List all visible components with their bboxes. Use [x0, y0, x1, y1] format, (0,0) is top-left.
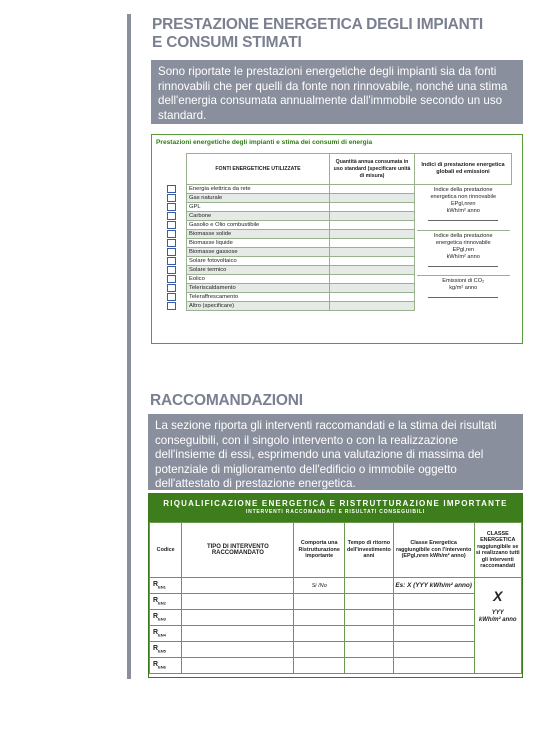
- energy-table-title: Prestazioni energetiche degli impianti e stima dei consumi di energia: [156, 139, 373, 146]
- col-sources-header: FONTI ENERGETICHE UTILIZZATE: [187, 154, 330, 185]
- source-checkbox[interactable]: [167, 266, 176, 274]
- quantity-cell[interactable]: [330, 212, 415, 221]
- source-checkbox[interactable]: [167, 284, 176, 292]
- quantity-cell[interactable]: [330, 194, 415, 203]
- result-cell: [474, 578, 522, 674]
- section-title-recommendations: RACCOMANDAZIONI: [150, 392, 303, 409]
- class-cell[interactable]: [393, 610, 474, 626]
- source-checkbox[interactable]: [167, 203, 176, 211]
- co2-cell: [415, 275, 512, 311]
- index-ren-unit: kWh/m² anno: [446, 253, 480, 260]
- quantity-cell[interactable]: [330, 221, 415, 230]
- source-label: Energia elettrica da rete: [187, 185, 330, 194]
- renovation-cell[interactable]: [294, 594, 345, 610]
- left-margin-rule: [127, 14, 131, 679]
- quantity-cell[interactable]: [330, 302, 415, 311]
- source-checkbox[interactable]: [167, 293, 176, 301]
- quantity-cell[interactable]: [330, 203, 415, 212]
- source-label: Solare termico: [187, 266, 330, 275]
- source-checkbox[interactable]: [167, 230, 176, 238]
- payback-cell[interactable]: [344, 658, 393, 674]
- quantity-cell[interactable]: [330, 275, 415, 284]
- recommendations-table: [148, 493, 523, 678]
- payback-cell[interactable]: [344, 594, 393, 610]
- result-unit: kWh/m² anno: [478, 617, 517, 623]
- energy-consumption-table: [151, 134, 523, 344]
- source-label: Solare fotovoltaico: [187, 257, 330, 266]
- source-label: Eolico: [187, 275, 330, 284]
- recommendations-subheading: INTERVENTI RACCOMANDATI E RISULTATI CONSEGUIBILI: [245, 509, 426, 515]
- type-cell[interactable]: [182, 594, 294, 610]
- co2-input-line[interactable]: [428, 294, 498, 298]
- source-checkbox[interactable]: [167, 185, 176, 193]
- payback-cell[interactable]: [344, 642, 393, 658]
- index-nren-symbol: EPgl,nren: [450, 201, 476, 207]
- class-cell[interactable]: [393, 594, 474, 610]
- co2-unit: kg/m² anno: [449, 284, 478, 291]
- quantity-cell[interactable]: [330, 239, 415, 248]
- source-checkbox[interactable]: [167, 257, 176, 265]
- payback-cell[interactable]: [344, 578, 393, 594]
- type-cell[interactable]: [182, 610, 294, 626]
- source-checkbox[interactable]: [167, 275, 176, 283]
- renovation-cell[interactable]: [294, 610, 345, 626]
- source-label: Gasolio e Olio combustibile: [187, 221, 330, 230]
- index-ren-cell: [415, 230, 512, 275]
- index-ren-input-line[interactable]: [428, 263, 498, 267]
- type-cell[interactable]: [182, 658, 294, 674]
- quantity-cell[interactable]: [330, 266, 415, 275]
- payback-cell[interactable]: [344, 626, 393, 642]
- index-ren-label: Indice della prestazione energetica rinnovabile: [433, 232, 493, 246]
- quantity-cell[interactable]: [330, 185, 415, 194]
- code-cell: $R_{EN1}$: [150, 578, 182, 594]
- quantity-cell[interactable]: [330, 257, 415, 266]
- col-type-header: TIPO DI INTERVENTO RACCOMANDATO: [182, 523, 294, 578]
- col-payback-header: Tempo di ritorno dell'investimento anni: [344, 523, 393, 578]
- code-cell: $R_{EN6}$: [150, 658, 182, 674]
- col-quantity-header: Quantità annua consumata in uso standard (specificare unità di misura): [330, 154, 415, 185]
- source-label: Carbone: [187, 212, 330, 221]
- renovation-cell[interactable]: [294, 642, 345, 658]
- source-checkbox[interactable]: [167, 194, 176, 202]
- index-nren-unit: kWh/m² anno: [446, 208, 480, 214]
- code-cell: $R_{EN2}$: [150, 594, 182, 610]
- source-label: Teleriscaldamento: [187, 284, 330, 293]
- col-result-header: CLASSE ENERGETICA raggiungibile se si realizzano tutti gli interventi raccomandati: [474, 523, 522, 578]
- index-nren-cell: [415, 185, 512, 230]
- source-checkbox[interactable]: [167, 221, 176, 229]
- index-ren-symbol: EPgl,ren: [452, 246, 474, 253]
- renovation-cell[interactable]: [294, 626, 345, 642]
- performance-intro-box: Sono riportate le prestazioni energetiche degli impianti sia da fonti rinnovabili che per quelli da fonte non rinnovabile, nonché una stima dell'energia consumata annualmente dall'immobile secondo un uso standard.: [151, 60, 523, 124]
- co2-label: Emissioni di CO₂: [442, 277, 485, 284]
- quantity-cell[interactable]: [330, 230, 415, 239]
- class-cell[interactable]: [393, 642, 474, 658]
- source-label: Biomasse gassose: [187, 248, 330, 257]
- recommendations-heading: RIQUALIFICAZIONE ENERGETICA E RISTRUTTURAZIONE IMPORTANTE: [163, 499, 508, 508]
- class-cell[interactable]: Es: X (YYY kWh/m² anno): [393, 578, 474, 594]
- renovation-cell[interactable]: Si /No: [294, 578, 345, 594]
- energy-sources-grid: [156, 153, 512, 311]
- result-class: X: [493, 588, 503, 604]
- index-nren-label: Indice della prestazione energetica non rinnovabile: [430, 187, 497, 200]
- type-cell[interactable]: [182, 578, 294, 594]
- class-cell[interactable]: [393, 658, 474, 674]
- index-nren-input-line[interactable]: [428, 217, 498, 221]
- source-checkbox[interactable]: [167, 212, 176, 220]
- section-title-line2: E CONSUMI STIMATI: [152, 34, 302, 51]
- code-cell: $R_{EN4}$: [150, 626, 182, 642]
- quantity-cell[interactable]: [330, 293, 415, 302]
- source-checkbox[interactable]: [167, 239, 176, 247]
- recommendations-grid: [149, 522, 522, 674]
- payback-cell[interactable]: [344, 610, 393, 626]
- source-checkbox[interactable]: [167, 302, 176, 310]
- col-index-header: Indici di prestazione energetica globali ed emissioni: [415, 154, 512, 185]
- renovation-cell[interactable]: [294, 658, 345, 674]
- col-class-header: Classe Energetica raggiungibile con l'intervento (EPgl,nren kWh/m² anno): [393, 523, 474, 578]
- recommendations-table-header: [149, 494, 522, 522]
- source-label: Biomasse liquide: [187, 239, 330, 248]
- type-cell[interactable]: [182, 642, 294, 658]
- code-cell: $R_{EN3}$: [150, 610, 182, 626]
- source-label: Teleraffrescamento: [187, 293, 330, 302]
- type-cell[interactable]: [182, 626, 294, 642]
- source-label: Biomasse solide: [187, 230, 330, 239]
- code-cell: $R_{EN5}$: [150, 642, 182, 658]
- quantity-cell[interactable]: [330, 248, 415, 257]
- result-value: YYY: [491, 610, 504, 616]
- source-label: GPL: [187, 203, 330, 212]
- col-renovation-header: Comporta una Ristrutturazione importante: [294, 523, 345, 578]
- source-label: Gas naturale: [187, 194, 330, 203]
- recommendations-intro-box: La sezione riporta gli interventi raccomandati e la stima dei risultati conseguibili, con il singolo intervento o con la realizzazione dell'insieme di essi, esprimendo una valutazione di massima del potenziale di miglioramento dell'edificio o immobile oggetto dell'attestato di prestazione energetica.: [148, 414, 523, 490]
- class-cell[interactable]: [393, 626, 474, 642]
- section-title-performance: [152, 16, 483, 52]
- quantity-cell[interactable]: [330, 284, 415, 293]
- source-label: Altro (specificare): [187, 302, 330, 311]
- section-title-line1: PRESTAZIONE ENERGETICA DEGLI IMPIANTI: [152, 16, 484, 33]
- source-checkbox[interactable]: [167, 248, 176, 256]
- col-code-header: Codice: [150, 523, 182, 578]
